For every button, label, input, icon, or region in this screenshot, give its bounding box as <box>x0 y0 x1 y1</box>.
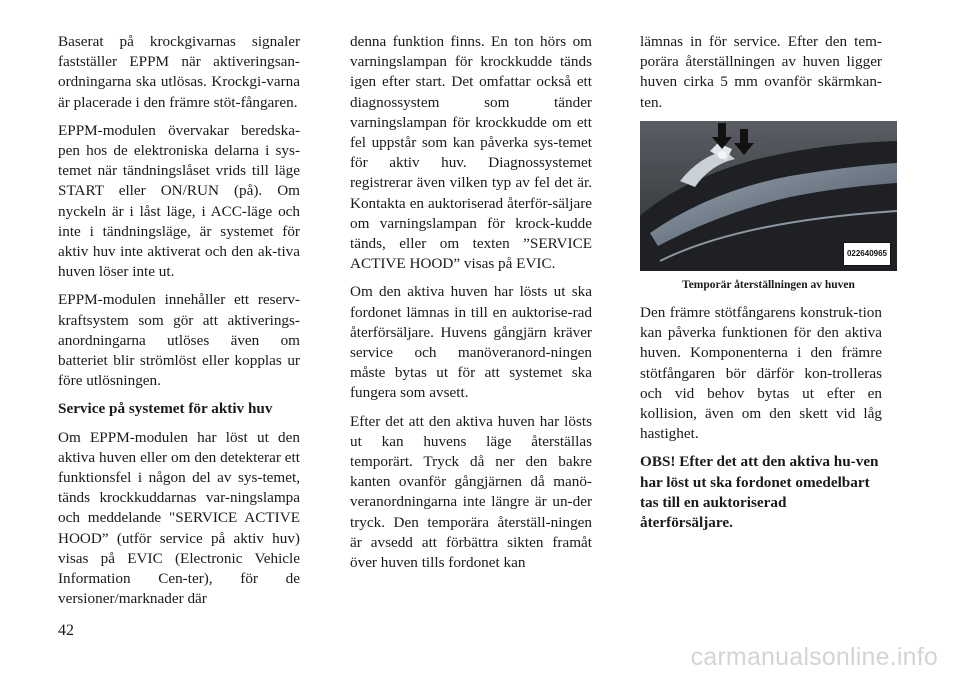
text-column-middle <box>350 32 592 581</box>
paragraph: Om den aktiva huven har lösts ut ska fordonet lämnas in till en auktorise-rad återförsäljare. Huvens gångjärn kräver service och manöveranord-ningen måste bytas ut för att systemet ska fungera som avsett. <box>350 283 592 402</box>
figure-code: 022640965 <box>843 242 891 266</box>
paragraph: lämnas in för service. Efter den tem-porära återställningen av huven ligger huven cirka 5 mm ovanför skärmkan-ten. <box>640 33 882 111</box>
paragraph: denna funktion finns. En ton hörs om varningslampan för krockkudde tänds igen efter start. Det omfattar också ett diagnossystem som tänder varningslampan för krockkudde om ett fel uppstår som kan påverka sys-temet för aktiv huv. Diagnossystemet registrerar även vilken typ av fel det är. Kontakta en auktoriserad återför-säljare om varningslampan för krock-kudde tänds, eller om texten ”SERVICE ACTIVE HOOD” visas på EVIC. <box>350 33 592 273</box>
watermark: carmanualsonline.info <box>690 643 938 671</box>
text-column-left <box>58 32 300 617</box>
hood-reset-photo <box>640 121 897 271</box>
section-heading: Service på systemet för aktiv huv <box>58 400 273 418</box>
page-number: 42 <box>58 622 74 639</box>
warning-note: OBS! Efter det att den aktiva hu-ven har löst ut ska fordonet omedelbart tas till en auktoriserad återförsäljare. <box>640 453 879 532</box>
paragraph: EPPM-modulen innehåller ett reserv-kraftsystem som gör att aktiverings-anordningarna utlöses även om batteriet blir strömlöst eller kopplas ur före utlösningen. <box>58 291 300 390</box>
figure-caption: Temporär återställningen av huven <box>682 278 855 291</box>
paragraph: Efter det att den aktiva huven har lösts ut kan huvens läge återställas temporärt. Tryck då ner den bakre kanten ovanför gångjärnen då manö-veranordningarna inte längre är un-der tryck. Den temporära återställ-ningen är avsedd att förbättra sikten framåt över huven tills fordonet kan <box>350 412 592 572</box>
paragraph: Om EPPM-modulen har löst ut den aktiva huven eller om den detekterar ett funktionsfel i någon del av sys-temet, tänds krockkuddarnas var-ningslampa och meddelande "SERVICE ACTIVE HOOD” (utför service på aktiv huv) visas på EVIC (Electronic Vehicle Information Cen-ter), för de versioner/marknader där <box>58 428 300 608</box>
paragraph: EPPM-modulen övervakar beredska-pen hos de elektroniska delarna i sys-temet när tändningslåset vrids till läge START eller ON/RUN (på). Om nyckeln är i låst läge, i ACC-läge och inte i tändningsläge, är systemet för aktiv huv inte aktiverat och den ak-tiva huven löser inte ut. <box>58 121 300 281</box>
paragraph: Den främre stötfångarens konstruk-tion kan påverka funktionen för den aktiva huven. Komponenterna i den främre stötfångaren bör därför kon-trolleras och vid behov bytas ut efter en kollision, även om den skett vid låg hastighet. <box>640 304 882 443</box>
text-column-right <box>640 32 887 541</box>
paragraph: Baserat på krockgivarnas signaler fastställer EPPM när aktiveringsan-ordningarna ska utlösas. Krockgi-varna är placerade i den främre stöt-fångaren. <box>58 33 300 111</box>
